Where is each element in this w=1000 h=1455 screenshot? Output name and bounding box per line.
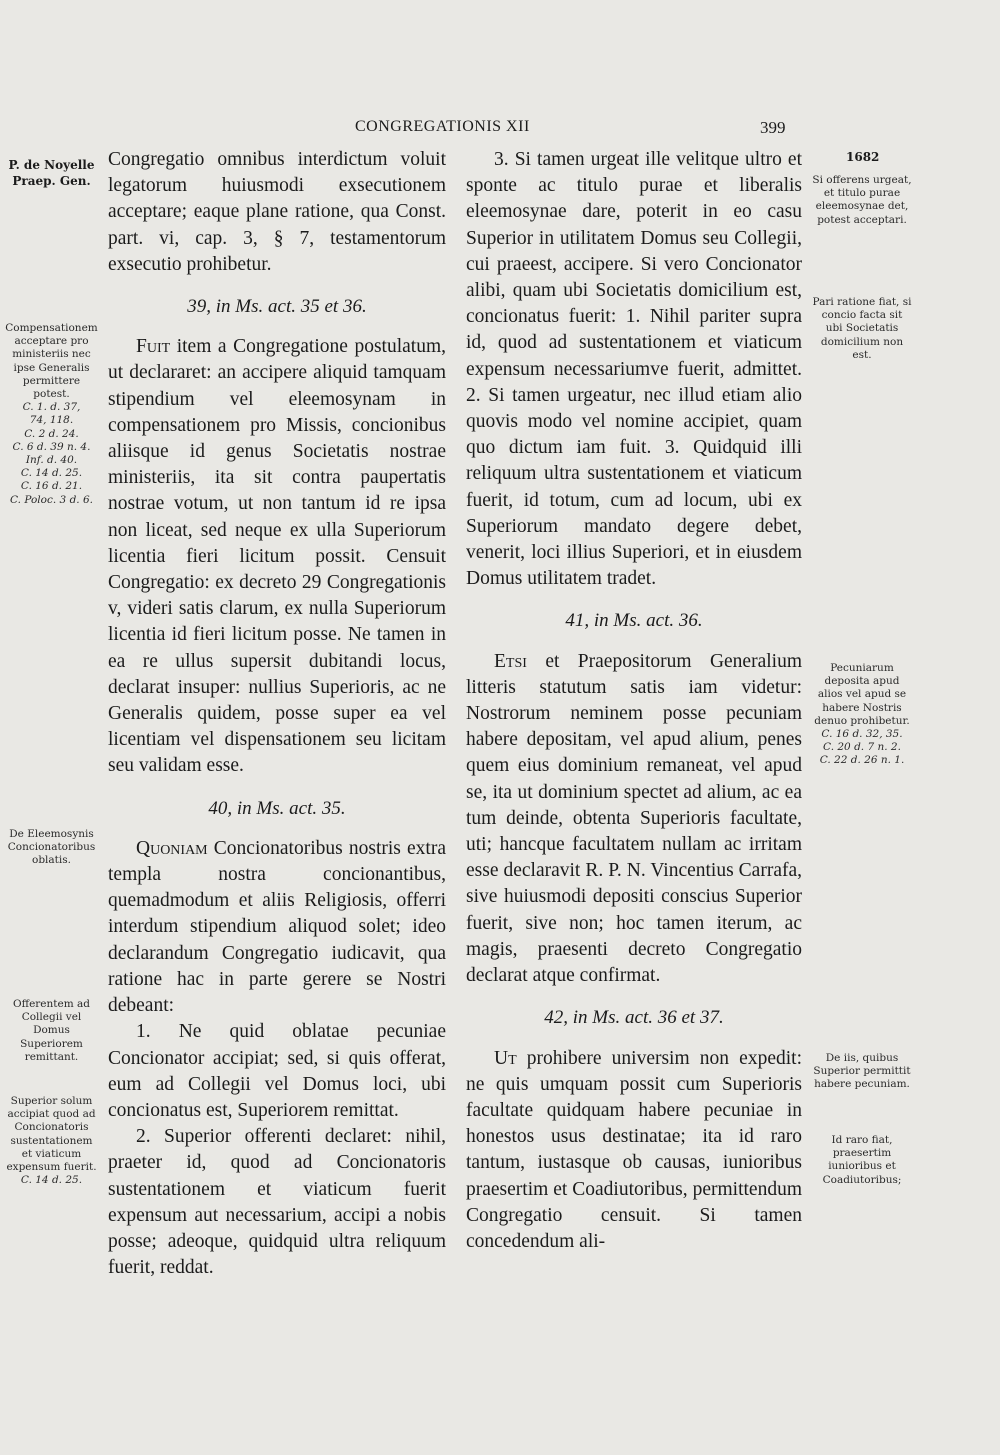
margin-ref: C. 1. d. 37,	[22, 401, 81, 414]
margin-note-raro: Id raro fiat, praesertim iunioribus et Coadiutoribus;	[822, 1134, 902, 1186]
decree-40-item-3: 3. Si tamen urgeat ille velitque ultro et sponte ac titulo purae et liberalis eleemosynae dare, poterit in eo casu Superior in utilitatem Domus seu Collegii, cui praeest, accipere. Si vero Concionator alibi, quam ubi Societatis domicilium est, concionatus fuerit: 1. Nihil pariter supra id, quod ad sustentationem et viaticum expensum necessariumve fuerit, admittet. 2. Si tamen urgeatur, nec illud etiam alio quovis modo vel nomine accipiet, quam quo dictum iam fuit. 3. Quidquid illi reliquum ultra sustentationem et viaticum fuerit, id totum, cum ad locum, ubi ex Superiorum mandato degere debet, venerit, loci illius Superiori, et in eiusdem Domus utilitatem tradet.	[466, 149, 802, 590]
lead-word: Ut	[494, 1047, 517, 1069]
margin-ref: C. Poloc. 3 d. 6.	[10, 493, 93, 506]
page-number: 399	[760, 118, 786, 137]
decree-40-item-2: 2. Superior offerenti declaret: nihil, praeter id, quod ad Concionatoris sustentationem et viaticum fuerit expensum aut necessarium, accipi a nobis posse; adeoque, quidquid ultra reliquum fuerit, reddat.	[108, 1126, 446, 1279]
decree-body: item a Congregatione postulatum, ut declararet: an accipere aliquid tamquam stipendium vel eleemosynam in compensationem pro Missis, concionibus aliisque id genus Societatis nostrae ministeriis, ita sit contra paupertatis nostrae votum, ut non tantum id re ipsa non liceat, sed neque ex ulla Superiorum licentia fieri licitum possit. Censuit Congregatio: ex decreto 29 Congregationis v, videri satis clarum, ex nulla Superiorum licentia id fieri licitum posse. Ne tamen in ea re ullus supersit dubitandi locus, declarat insuper: nullius Superioris, ac ne Generalis quidem, posse super ea vel licentiam vel dispensationem seu licitam seu validam esse.	[108, 336, 446, 777]
decree-body: et Praepositorum Generalium litteris statutum satis iam videtur: Nostrorum neminem posse pecuniam habere depositam, vel apud alium, penes quem eius dominium remaneat, vel apud se, ita ut dominium spectet ad alium, ac ea tum deinde, obtenta Superioris facultate, uti; hancque facultatem nullam ac irritam esse declaravit R. P. N. Vincentius Carrafa, sive huiusmodi depositi conscius Superior fuerit, sive non; hoc tamen iterum, ac magis, praesenti decreto Congregatio declarat atque confirmat.	[466, 650, 802, 987]
paragraph-continued: Congregatio omnibus interdictum voluit legatorum huiusmodi exsecutionem acceptare; eaque plane ratione, qua Const. part. vi, cap. 3, § 7, testamentorum exsecutio prohibetur.	[108, 149, 446, 275]
margin-ref: C. 16 d. 21.	[20, 480, 83, 493]
year-note: 1682	[846, 150, 880, 164]
decree-40-item-1: 1. Ne quid oblatae pecuniae Concionator accipiat; sed, si quis offerat, eum ad Collegii vel Domus loci, ubi concionatus est, Superiorem remittat.	[108, 1021, 446, 1121]
margin-note-offerentem: Offerentem ad Collegii vel Domus Superiorem remittant.	[13, 998, 90, 1063]
margin-ref: C. 14 d. 25.	[20, 1174, 83, 1187]
decree-40-text	[108, 836, 446, 1019]
margin-ref: Inf. d. 40.	[25, 454, 78, 467]
decree-42-text	[466, 1046, 802, 1256]
margin-note-compensation	[4, 322, 99, 507]
margin-note-de-iis: De iis, quibus Superior permittit habere pecuniam.	[813, 1052, 911, 1091]
running-head: CONGREGATIONIS XII	[355, 118, 530, 135]
decree-heading-39: 39, in Ms. act. 35 et 36.	[187, 296, 367, 318]
decree-heading-40: 40, in Ms. act. 35.	[208, 797, 346, 819]
margin-ref: C. 14 d. 25.	[20, 467, 83, 480]
lead-word: Quoniam	[136, 837, 208, 859]
margin-note-text: Compensationem acceptare pro ministeriis nec ipse Generalis permittere potest.	[5, 322, 98, 401]
margin-note-text: Pecuniarum deposita apud alios vel apud se habere Nostris denuo prohibetur.	[814, 662, 910, 727]
margin-ref: C. 16 d. 32, 35.	[821, 728, 903, 741]
decree-heading-41: 41, in Ms. act. 36.	[565, 610, 703, 632]
margin-note-eleemosynis: De Eleemosynis Concionatoribus oblatis.	[7, 828, 96, 867]
margin-note-offerens: Si offerens urgeat, et titulo purae eleemosynae det, potest acceptari.	[812, 174, 912, 226]
lead-word: Fuit	[136, 336, 171, 358]
decree-body: Concionatoribus nostris extra templa nostra concionantibus, quemadmodum et aliis Religiosis, offerri interdum stipendium aliquod solet; ideo declarandum Congregatio iudicavit, qua ratione hac in parte gerere se Nostri debeant:	[108, 837, 446, 1017]
margin-ref: 74, 118.	[29, 414, 74, 427]
margin-ref: C. 20 d. 7 n. 2.	[823, 741, 901, 754]
margin-ref: C. 2 d. 24.	[24, 427, 79, 440]
decree-41-text	[466, 649, 802, 990]
left-column	[108, 147, 446, 1281]
margin-note-superior	[4, 1095, 99, 1187]
margin-note-text: Superior solum accipiat quod ad Concionatoris sustentationem et viaticum expensum fuerit.	[6, 1095, 97, 1174]
margin-note-pari: Pari ratione fiat, si concio facta sit ubi Societatis domicilium non est.	[812, 296, 912, 361]
margin-ref: C. 6 d. 39 n. 4.	[12, 440, 91, 453]
author-note: P. de Noyelle Praep. Gen.	[8, 158, 95, 188]
decree-39-text	[108, 334, 446, 779]
lead-word: Etsi	[494, 650, 527, 672]
right-column	[466, 147, 802, 1255]
margin-note-pecuniarum	[812, 662, 912, 768]
decree-heading-42: 42, in Ms. act. 36 et 37.	[544, 1007, 724, 1029]
margin-ref: C. 22 d. 26 n. 1.	[819, 754, 905, 767]
decree-body: prohibere universim non expedit: ne quis umquam possit cum Superioris facultate quidquam habere pecuniae in honestos usus destinatae; ita id raro tantum, iustasque ob causas, iunioribus praesertim et Coadiutoribus, permittendum Congregatio censuit. Si tamen concedendum ali-	[466, 1047, 802, 1252]
